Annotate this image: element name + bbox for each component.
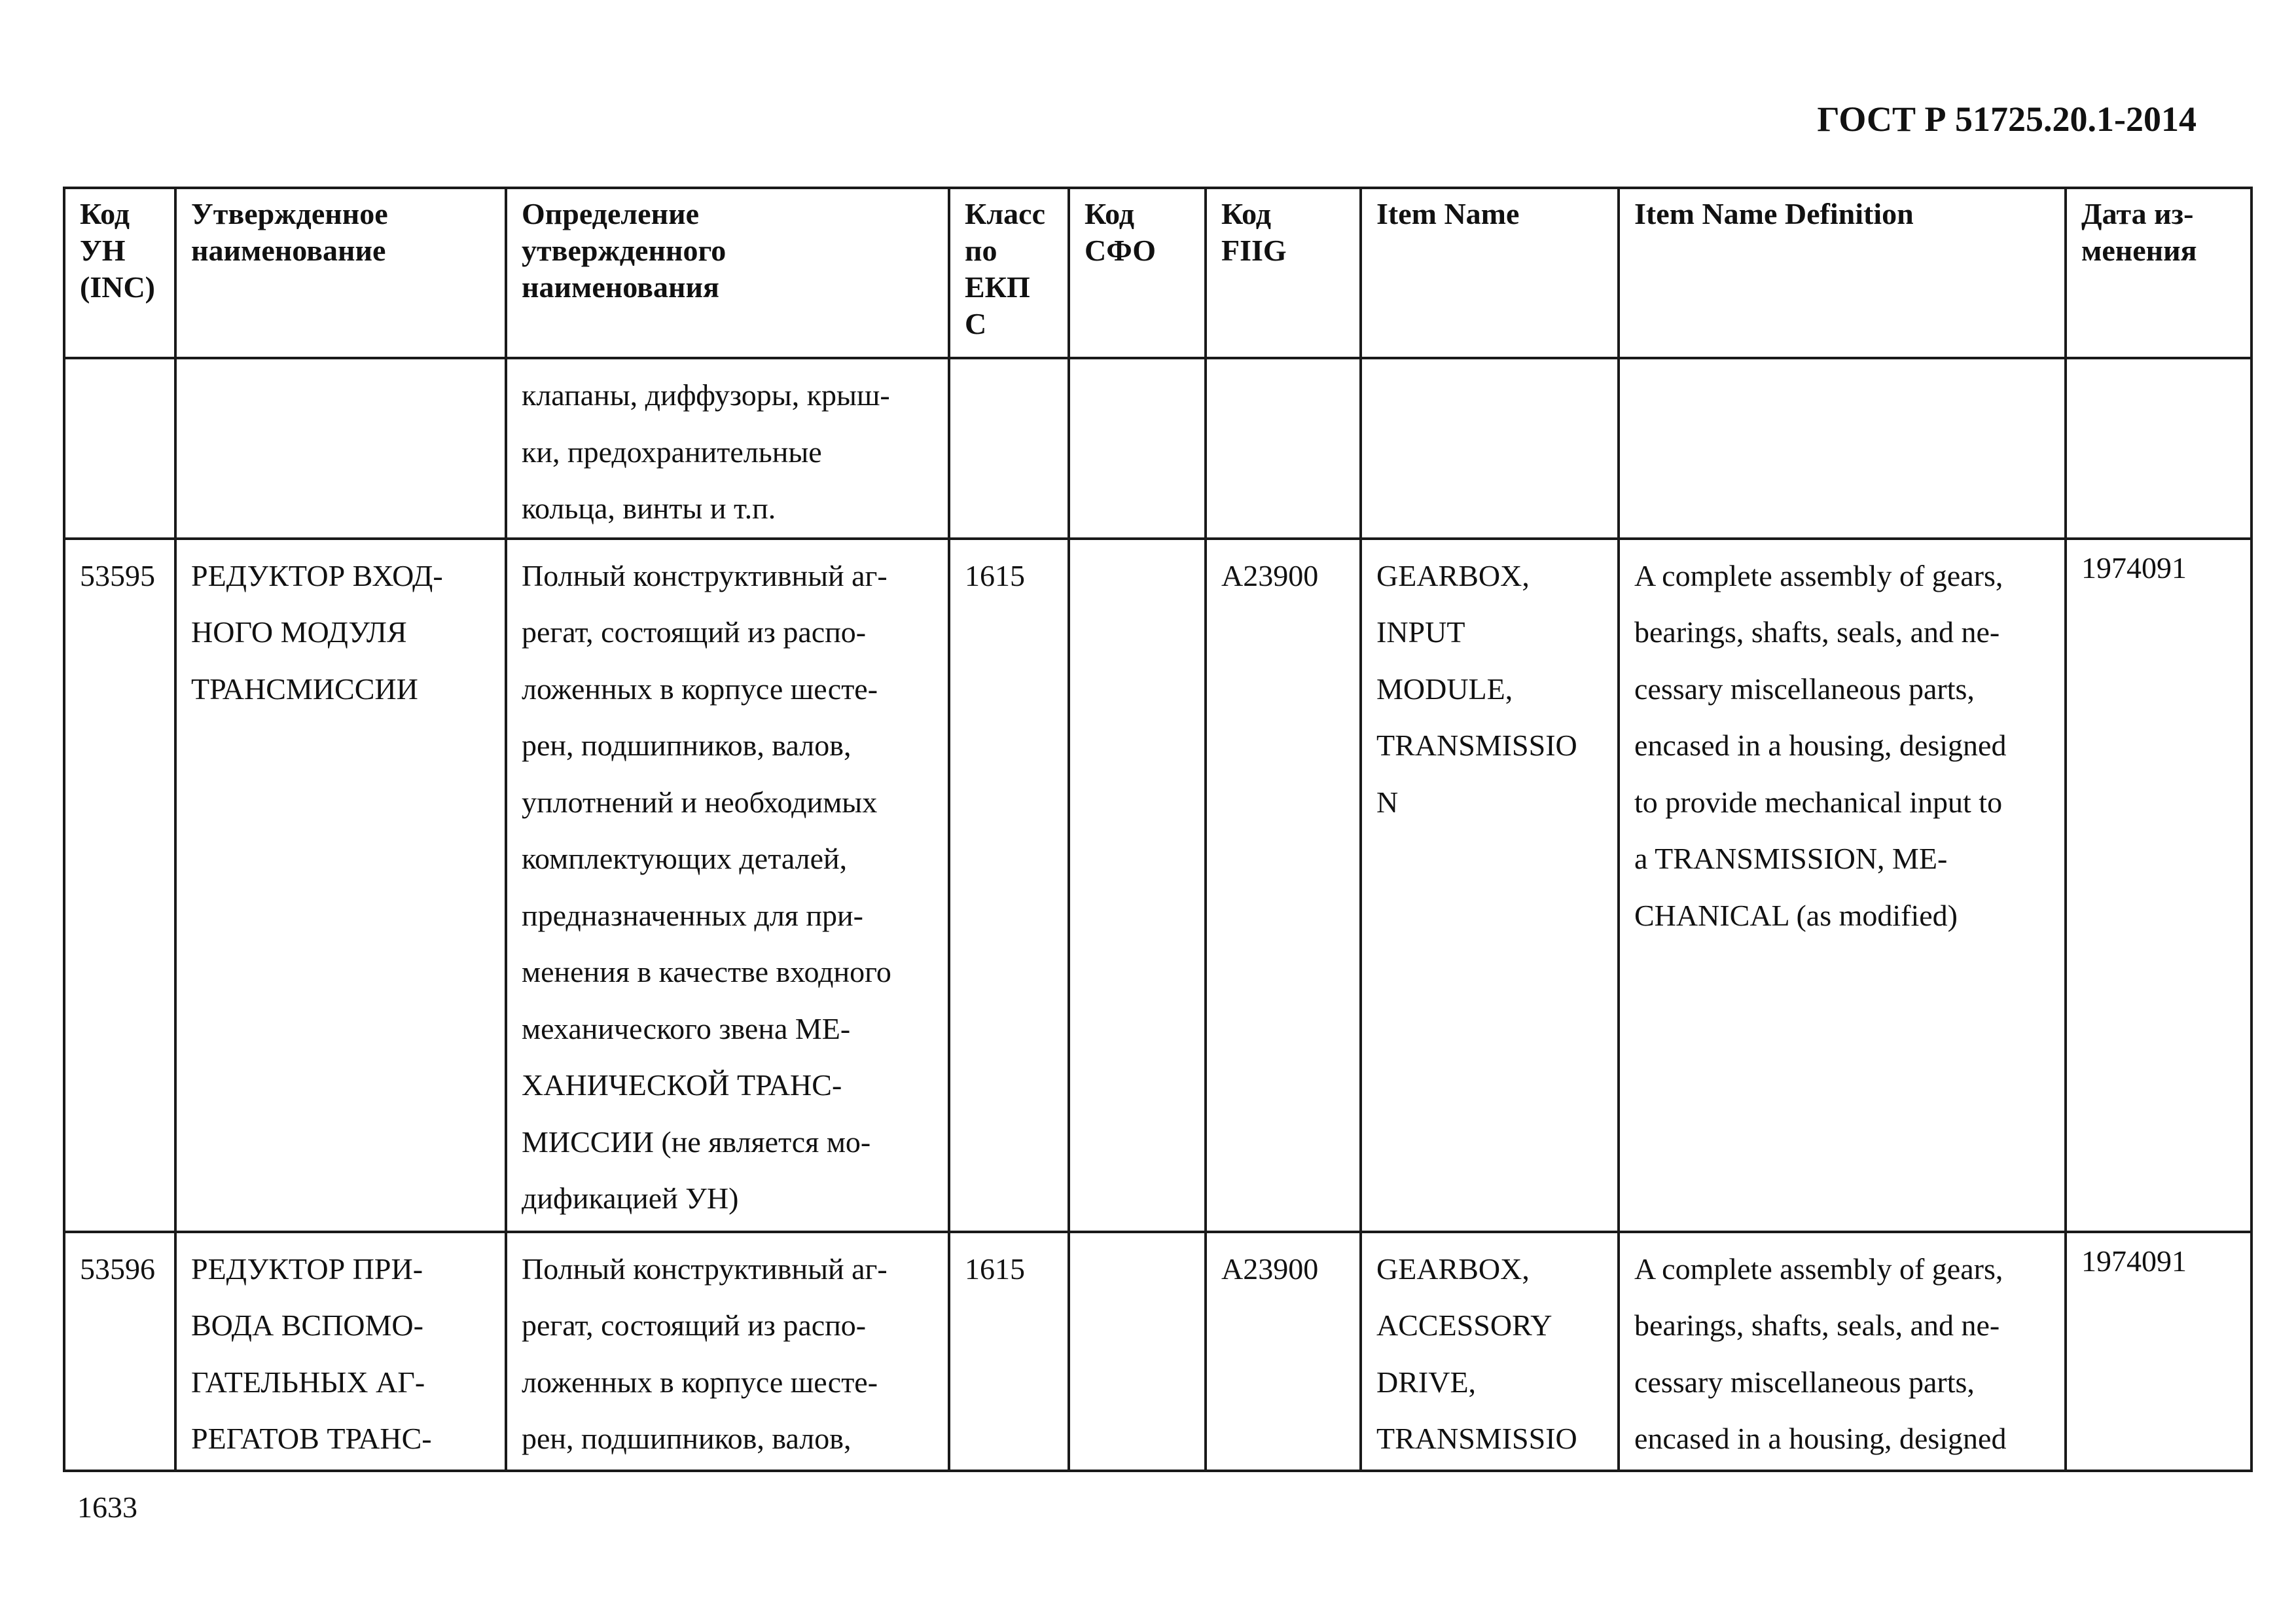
cell-fiig-code: A23900: [1206, 539, 1361, 1232]
cell-sfo-code: [1069, 1232, 1206, 1471]
cell-sfo-code: [1069, 539, 1206, 1232]
cell-ekps-class: 1615: [949, 539, 1069, 1232]
cell-change-date: 1974091: [2066, 539, 2251, 1232]
item-name-table: [63, 187, 2253, 1472]
table-row: [64, 1232, 2251, 1471]
cell-item-name: GEARBOX, INPUT MODULE, TRANSMISSIO N: [1361, 539, 1619, 1232]
cell-approved-name: РЕДУКТОР ПРИ- ВОДА ВСПОМО- ГАТЕЛЬНЫХ АГ- РЕГАТОВ ТРАНС-: [175, 1232, 506, 1471]
header-item-name: Item Name: [1361, 188, 1619, 358]
cell-item-name-definition: A complete assembly of gears, bearings, shafts, seals, and ne- cessary miscellaneous parts, encased in a housing, designed: [1619, 1232, 2066, 1471]
page-number: 1633: [77, 1490, 137, 1524]
cell-approved-name: [175, 358, 506, 539]
cell-ekps-class: 1615: [949, 1232, 1069, 1471]
cell-inc: 53596: [64, 1232, 175, 1471]
cell-definition: Полный конструктивный аг- регат, состоящий из распо- ложенных в корпусе шесте- рен, подшипников, валов, уплотнений и необходимых комплектующих деталей, предназначенных для при- менения в качестве входного механического звена МЕ- ХАНИЧЕСКОЙ ТРАНС- МИССИИ (не является мо- дификацией УН): [506, 539, 949, 1232]
table-row-continuation: [64, 358, 2251, 539]
cell-definition: клапаны, диффузоры, крыш- ки, предохранительные кольца, винты и т.п.: [506, 358, 949, 539]
cell-inc: 53595: [64, 539, 175, 1232]
cell-item-name-definition: A complete assembly of gears, bearings, shafts, seals, and ne- cessary miscellaneous parts, encased in a housing, designed to provide mechanical input to a TRANSMISSION, ME- CHANICAL (as modified): [1619, 539, 2066, 1232]
header-item-name-definition: Item Name Definition: [1619, 188, 2066, 358]
table-row: [64, 539, 2251, 1232]
cell-item-name: GEARBOX, ACCESSORY DRIVE, TRANSMISSIO: [1361, 1232, 1619, 1471]
header-inc: Код УН (INC): [64, 188, 175, 358]
cell-ekps-class: [949, 358, 1069, 539]
cell-definition: Полный конструктивный аг- регат, состоящий из распо- ложенных в корпусе шесте- рен, подшипников, валов,: [506, 1232, 949, 1471]
cell-fiig-code: [1206, 358, 1361, 539]
cell-sfo-code: [1069, 358, 1206, 539]
header-definition: Определение утвержденного наименования: [506, 188, 949, 358]
table-header-row: [64, 188, 2251, 358]
cell-fiig-code: A23900: [1206, 1232, 1361, 1471]
header-sfo-code: Код СФО: [1069, 188, 1206, 358]
cell-change-date: 1974091: [2066, 1232, 2251, 1471]
cell-approved-name: РЕДУКТОР ВХОД- НОГО МОДУЛЯ ТРАНСМИССИИ: [175, 539, 506, 1232]
cell-change-date: [2066, 358, 2251, 539]
header-fiig-code: Код FIIG: [1206, 188, 1361, 358]
cell-inc: [64, 358, 175, 539]
header-ekps-class: Класс по ЕКП С: [949, 188, 1069, 358]
cell-item-name: [1361, 358, 1619, 539]
cell-item-name-definition: [1619, 358, 2066, 539]
standard-code: ГОСТ Р 51725.20.1-2014: [1817, 99, 2197, 139]
header-change-date: Дата из- менения: [2066, 188, 2251, 358]
header-approved-name: Утвержденное наименование: [175, 188, 506, 358]
